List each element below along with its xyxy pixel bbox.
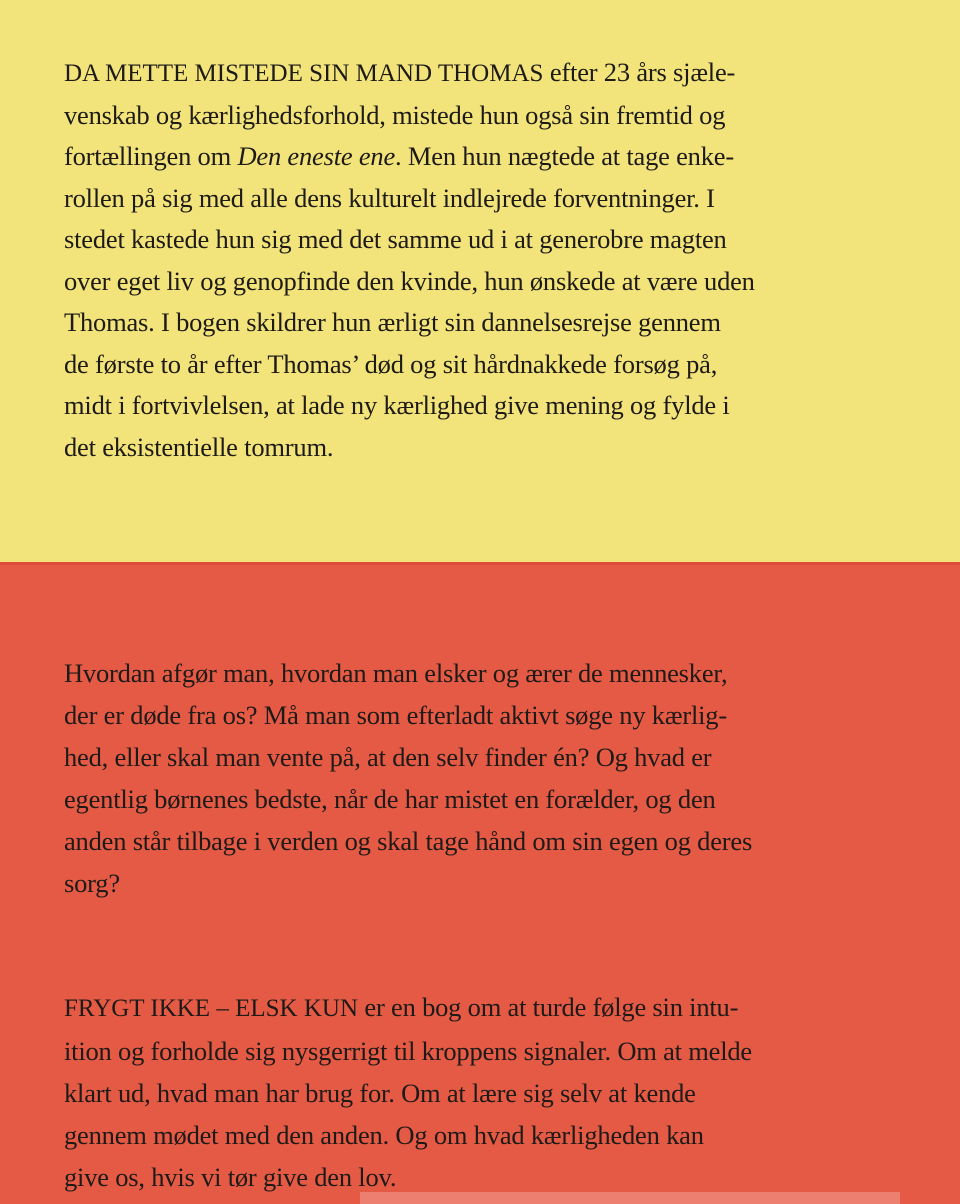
summary-line-text: . Men hun nægtede at tage enke- [395, 141, 734, 171]
questions-paragraph [64, 652, 886, 904]
questions-line: sorg? [64, 868, 120, 898]
book-summary-paragraph [64, 52, 886, 468]
summary-book-title: Den eneste ene [237, 141, 396, 171]
yellow-text-panel [0, 0, 960, 562]
questions-line: hed, eller skal man vente på, at den selv finder én? Og hvad er [64, 742, 712, 772]
summary-line: venskab og kærlighedsforhold, mistede hun også sin fremtid og [64, 99, 726, 130]
description-line: ition og forholde sig nysgerrigt til kroppens signaler. Om at melde [64, 1036, 752, 1066]
questions-line: egentlig børnenes bedste, når de har mistet en forælder, og den [64, 784, 716, 814]
description-line: gennem mødet med den anden. Og om hvad kærligheden kan [64, 1120, 704, 1150]
questions-line: anden står tilbage i verden og skal tage hånd om sin egen og deres [64, 826, 753, 856]
summary-line: de første to år efter Thomas’ død og sit hårdnakkede forsøg på, [64, 348, 718, 379]
summary-line-text: fortællingen om [64, 141, 238, 171]
summary-line: det eksistentielle tomrum. [64, 431, 334, 462]
description-line-text: er en bog om at turde følge sin intu- [358, 992, 739, 1022]
summary-line: stedet kastede hun sig med det samme ud i at generobre magten [64, 224, 727, 254]
summary-line [64, 136, 886, 178]
summary-line-text: efter 23 års sjæle- [543, 57, 736, 87]
summary-line: over eget liv og genopfinde den kvinde, hun ønskede at være uden [64, 265, 755, 296]
description-line [64, 986, 886, 1030]
questions-line: Hvordan afgør man, hvordan man elsker og ærer de mennesker, [64, 658, 728, 688]
summary-line: midt i fortvivlelsen, at lade ny kærlighed give mening og fylde i [64, 390, 730, 420]
description-lead-caps: FRYGT IKKE – ELSK KUN [64, 995, 358, 1022]
questions-line: der er døde fra os? Må man som efterladt aktivt søge ny kærlig- [64, 700, 727, 730]
description-line: give os, hvis vi tør give den lov. [64, 1162, 397, 1192]
summary-line: Thomas. I bogen skildrer hun ærligt sin dannelsesrejse gennem [64, 307, 721, 337]
summary-lead-caps: DA METTE MISTEDE SIN MAND THOMAS [64, 60, 544, 87]
summary-line [64, 52, 886, 95]
panel-divider [0, 562, 960, 565]
description-line: klart ud, hvad man har brug for. Om at lære sig selv at kende [64, 1078, 696, 1108]
summary-line: rollen på sig med alle dens kulturelt indlejrede forventninger. I [64, 182, 715, 213]
book-description-paragraph [64, 986, 886, 1198]
